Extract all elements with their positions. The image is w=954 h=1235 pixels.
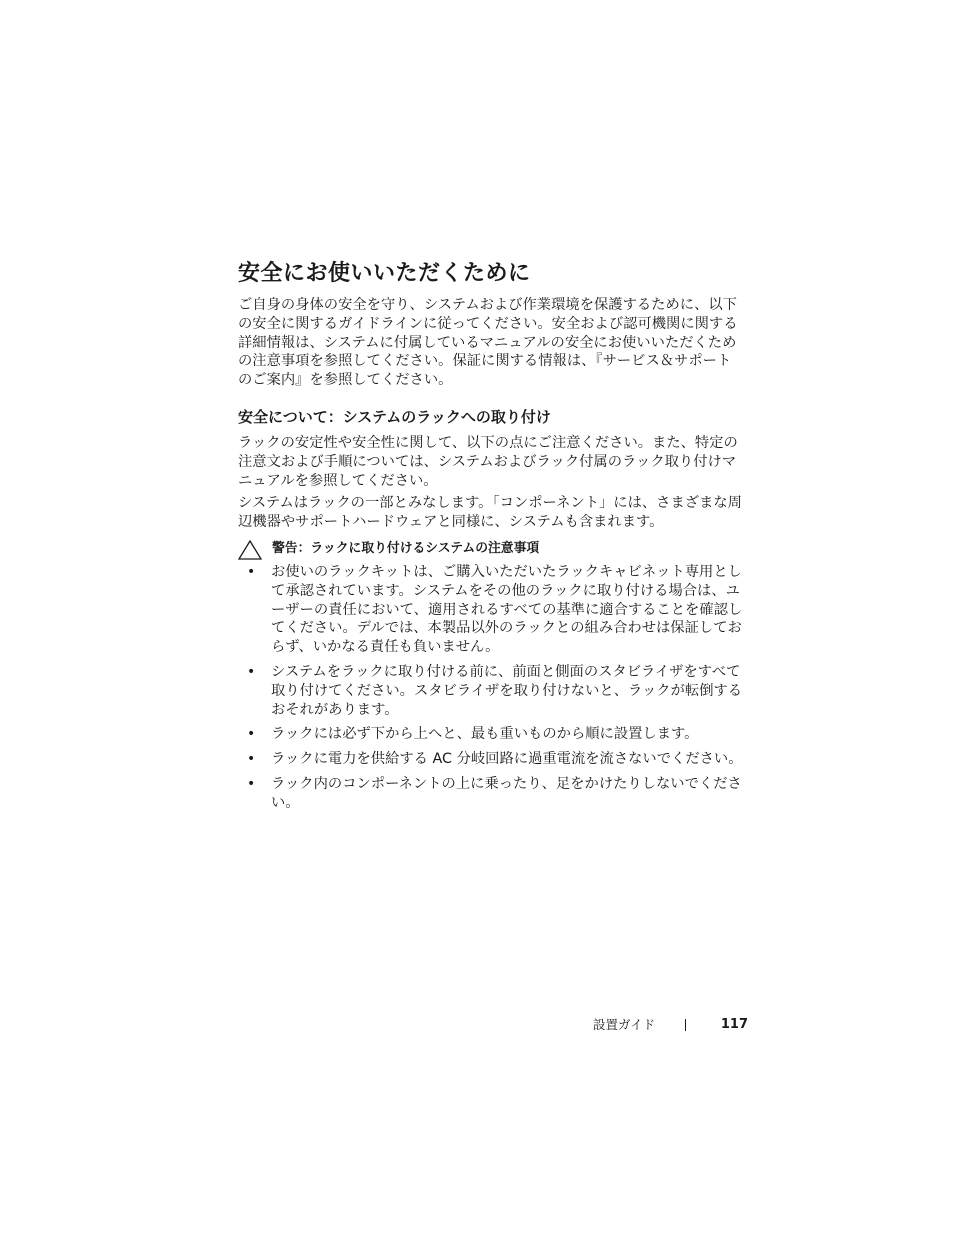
list-item-text: システムをラックに取り付ける前に、前面と側面のスタビライザをすべて取り付けてください。スタビライザを取り付けないと、ラックが転倒するおそれがあります。	[271, 663, 743, 718]
list-item-text: お使いのラックキットは、ご購入いただいたラックキャビネット専用として承認されています。システムをその他のラックに取り付ける場合は、ユーザーの責任において、適用されるすべての基準に適合することを確認してください。デルでは、本製品以外のラックとの組み合わせは保証しておらず、いかなる責任も負いません。	[271, 563, 743, 656]
list-item	[238, 775, 744, 813]
warning-bullet-list	[238, 563, 744, 813]
list-item-text: ラックに電力を供給する AC 分岐回路に過重電流を流さないでください。	[271, 751, 743, 768]
page-number: 117	[720, 1017, 748, 1032]
bullet-icon: •	[247, 775, 256, 792]
section-heading: 安全について：システムのラックへの取り付け	[238, 407, 551, 426]
bullet-icon: •	[247, 663, 256, 680]
section-paragraph-1: ラックの安定性や安全性に関して、以下の点にご注意ください。また、特定の注意文および手順については、システムおよびラック付属のラック取り付けマニュアルを参照してください。	[238, 434, 738, 489]
section-paragraph-2: システムはラックの一部とみなします。「コンポーネント」には、さまざまな周辺機器やサポートハードウェアと同様に、システムも含まれます。	[238, 495, 742, 531]
warning-notice	[238, 540, 744, 560]
page-title: 安全にお使いいただくために	[238, 261, 531, 286]
footer-divider	[685, 1019, 686, 1031]
bullet-icon: •	[247, 726, 256, 743]
footer-label: 設置ガイド	[593, 1017, 656, 1032]
main-content	[238, 258, 744, 819]
page-footer	[593, 1016, 748, 1034]
list-item	[238, 750, 744, 769]
bullet-icon: •	[247, 751, 256, 768]
list-item	[238, 563, 744, 657]
list-item-text: ラックには必ず下から上へと、最も重いものから順に設置します。	[271, 726, 699, 743]
bullet-icon: •	[247, 563, 256, 580]
list-item-text: ラック内のコンポーネントの上に乗ったり、足をかけたりしないでください。	[271, 775, 742, 811]
warning-text: 警告：ラックに取り付けるシステムの注意事項	[272, 540, 540, 556]
list-item	[238, 663, 744, 719]
list-item	[238, 725, 744, 744]
intro-paragraph: ご自身の身体の安全を守り、システムおよび作業環境を保護するために、以下の安全に関するガイドラインに従ってください。安全および認可機関に関する詳細情報は、システムに付属しているマニュアルの安全にお使いいただくための注意事項を参照してください。保証に関する情報は、『サービス＆サポートのご案内』を参照してください。	[238, 297, 738, 389]
warning-triangle-icon	[238, 540, 262, 560]
